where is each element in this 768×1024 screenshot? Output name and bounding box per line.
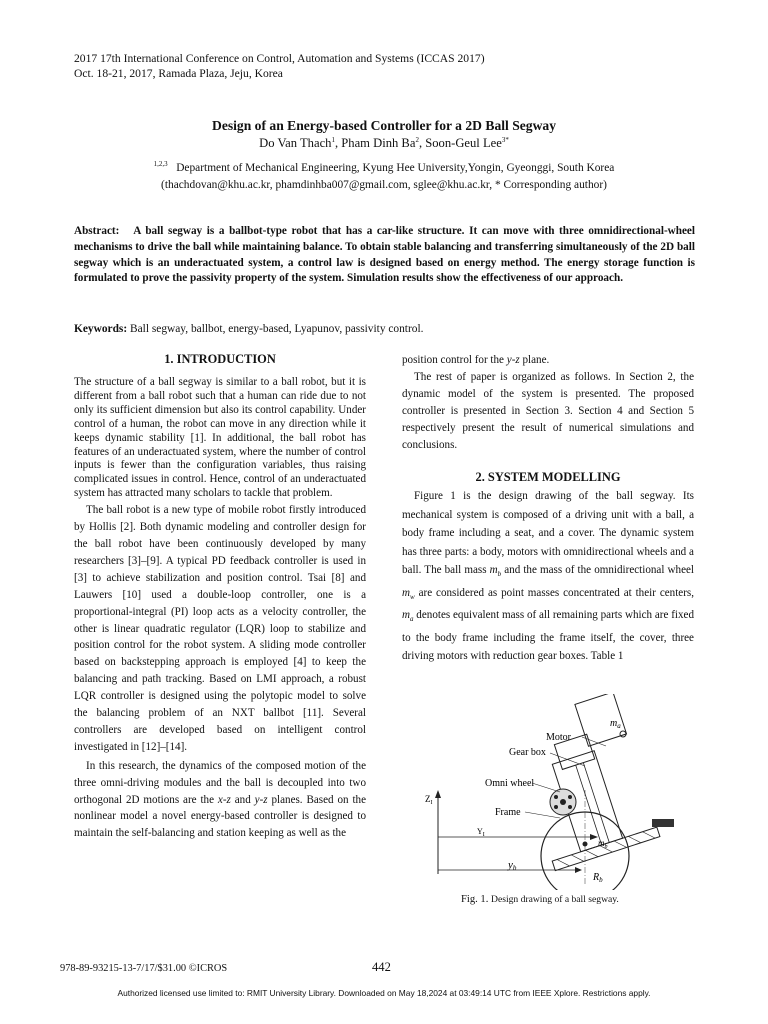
author-emails: (thachdovan@khu.ac.kr, phamdinhba007@gmail.com, sglee@khu.ac.kr, * Corresponding author) (161, 178, 607, 191)
conference-venue: Oct. 18-21, 2017, Ramada Plaza, Jeju, Korea (74, 67, 283, 80)
figure-ball-segway-drawing (420, 694, 700, 890)
right-paragraph-0: position control for the y-z plane. (402, 354, 550, 366)
right-paragraph-1: The rest of paper is organized as follows. In Section 2, the dynamic model of the system is presented. The proposed controller is presented in Section 3. Section 4 and Section 5 respectively present the result of numerical simulations and conclusions. (402, 370, 694, 451)
figure-caption-text: Design drawing of a ball segway. (491, 894, 619, 905)
abstract (74, 224, 695, 287)
keywords-label: Keywords: (74, 323, 128, 335)
rear-bracket (652, 819, 674, 827)
section-heading-introduction: 1. INTRODUCTION (164, 352, 276, 366)
label-omni-wheel: Omni wheel (485, 778, 535, 789)
label-gearbox: Gear box (509, 747, 546, 758)
label-frame: Frame (495, 807, 521, 818)
affiliation-marker: 1,2,3 (153, 160, 168, 168)
label-yb: yb (508, 859, 517, 872)
label-motor: Motor (546, 732, 571, 743)
label-z-axis: $Z_I$ (425, 794, 433, 806)
y-axis-arrow (590, 834, 598, 840)
label-ma: $m_a$ (610, 718, 621, 730)
seat-cover (575, 694, 627, 746)
left-column (74, 352, 366, 842)
z-axis-arrow (435, 790, 441, 798)
modelling-paragraph: Figure 1 is the design drawing of the ball segway. Its mechanical system is composed of a driving unit with a ball, a body frame including a seat, and a cover. The dynamic system has three parts: a body, motors with omnidirectional wheels and a ball. The ball mass $m_b$ and the mass of the omnidirectional wheel $m_w$ are considered as point masses concentrated at their centers, $m_a$ denotes equivalent mass of all remaining parts which are fixed to the body frame including the frame itself, the cover, three driving motors with reduction gear boxes. Table 1 (402, 490, 695, 663)
section-heading-system-modelling: 2. SYSTEM MODELLING (475, 470, 621, 485)
intro-paragraph-1: The structure of a ball segway is similar to a ball robot, but it is different from a ball robot such that a human can ride due to not only its sufficient dimension but also its control capability. Under control of a human, the robot can move in any direction while it keeps dynamic stability [1]. In additional, the ball robot has features of an underactuated system, where the number of control inputs is fewer than the configuration variables, thus raising complicated issues in control. Hence, control of an underactuated system has attracted many scholars to tackle that problem. (74, 376, 366, 500)
author-name: Soon-Geul Lee (425, 136, 502, 151)
affiliation-block (0, 156, 768, 194)
keywords (74, 323, 423, 335)
affiliation: Department of Mechanical Engineering, Kyung Hee University,Yongin, Gyeonggi, South Korea (176, 161, 615, 174)
yb-dimension-arrow (575, 867, 582, 873)
label-y-axis: $Y_I$ (477, 827, 485, 838)
intro-paragraph-2: The ball robot is a new type of mobile robot firstly introduced by Hollis [2]. Both dynamic modeling and controller design for the ball robot have been continuously developed by many researchers [3]–[9]. A typical PD feedback controller is used in [3] to achieve stabilization and position control. Tsai [8] and Lauwers [10] used a double-loop controller, one is a proportional-integral (PI) loop acts as a velocity controller, the other is linear quadratic regulator (LQR) loop to stabilize and position control for the robot system. A sliding mode controller based on backstepping approach is employed [4] to keep the balancing and path tracking. Based on LMI approach, a robust LQR controller is designed using the polytopic model to solve the balancing problem of an NXT ballbot [11]. Several controllers are developed based on intelligent control investigated in [12]–[14]. (74, 504, 366, 753)
ball-center-point (583, 842, 588, 847)
figure-caption-label: Fig. 1. (461, 894, 489, 905)
page-number: 442 (372, 960, 391, 974)
label-rb: $R_b$ (593, 872, 603, 884)
authorized-use-notice: Authorized licensed use limited to: RMIT University Library. Downloaded on May 18,2024 at 03:49:14 UTC from IEEE Xplore. Restrictions apply. (117, 988, 651, 998)
paper-title: Design of an Energy-based Controller for a 2D Ball Segway (212, 118, 556, 133)
abstract-text: A ball segway is a ballbot-type robot that has a car-like structure. It can move with three omnidirectional-wheel mechanisms to drive the ball while maintaining balance. To obtain stable balancing and transferring simultaneously of the 2D ball segway which is an underactuated system, a control law is designed based on energy method. The energy storage function is formulated to prove the passivity property of the system. Simulation results show the effectiveness of our approach. (74, 225, 696, 285)
label-mb: $m_b$ (598, 838, 608, 850)
author-list: Do Van Thach$^1$, Pham Dinh Ba$^2$, Soon-Geul Lee$^{3*}$ (259, 136, 509, 151)
conference-name: 2017 17th International Conference on Control, Automation and Systems (ICCAS 2017) (74, 52, 485, 65)
author-name: Pham Dinh Ba (341, 136, 416, 151)
conference-header (74, 51, 485, 81)
author-name: Do Van Thach (259, 136, 332, 151)
keywords-text: Ball segway, ballbot, energy-based, Lyapunov, passivity control. (130, 323, 424, 335)
abstract-label: Abstract: (74, 225, 120, 237)
right-column (402, 352, 694, 666)
figure-caption (461, 894, 619, 905)
footer-isbn: 978-89-93215-13-7/17/$31.00 ©ICROS (60, 963, 228, 974)
intro-paragraph-3: In this research, the dynamics of the composed motion of the three omni-driving modules and the ball is decoupled into two orthogonal 2D motions are the x-z and y-z planes. Based on the nonlinear model a novel energy-based controller is designed to maintain the self-balancing and station keeping as well as the (74, 759, 366, 840)
